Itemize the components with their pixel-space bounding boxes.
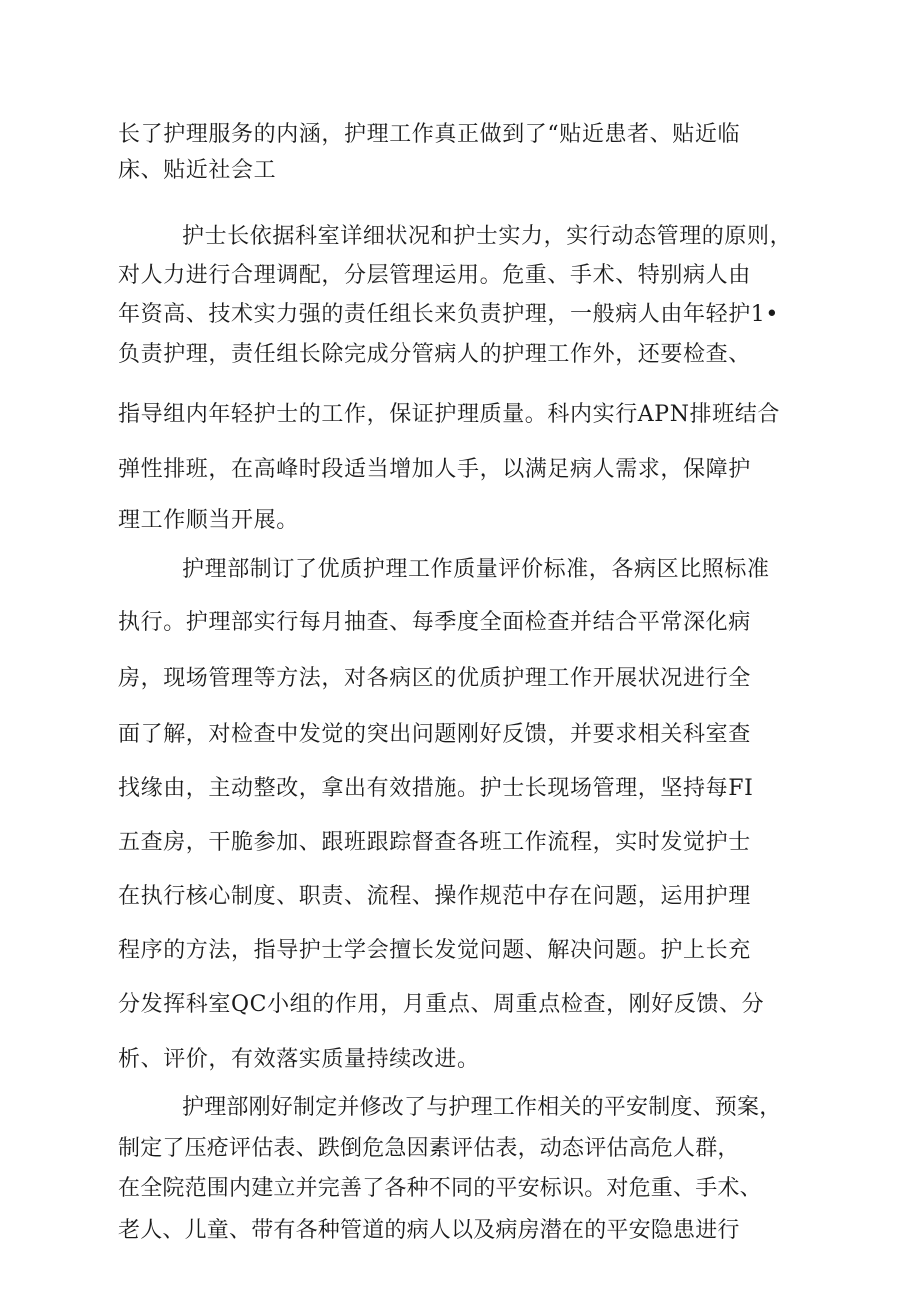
text-line: 老人、儿童、带有各种管道的病人以及病房潜在的平安隐患进行: [118, 1218, 740, 1243]
text-line: 年资高、技术实力强的责任组长来负责护理，一般病人由年轻护1•: [118, 302, 779, 327]
text-line: 在全院范围内建立并完善了各种不同的平安标识。对危重、手术、: [118, 1176, 762, 1201]
text-line: 在执行核心制度、职责、流程、操作规范中存在问题，运用护理: [118, 884, 751, 909]
text-line: 找缘由，主动整改，拿出有效措施。护士长现场管理，坚持每FI: [118, 776, 754, 801]
text-line: 房，现场管理等方法，对各病区的优质护理工作开展状况进行全: [118, 666, 751, 691]
text-line: 五查房，干脆参加、跟班跟踪督查各班工作流程，实时发觉护士: [118, 830, 751, 855]
text-line: 弹性排班，在高峰时段适当增加人手，以满足病人需求，保障护: [118, 457, 751, 482]
text-line: 析、评价，有效落实质量持续改进。: [118, 1047, 480, 1072]
text-line: 面了解，对检查中发觉的突出问题刚好反馈，并要求相关科室查: [118, 722, 751, 747]
text-line: 负责护理，责任组长除完成分管病人的护理工作外，还要检查、: [118, 342, 751, 367]
text-line: 护士长依据科室详细状况和护士实力，实行动态管理的原则，: [182, 224, 793, 249]
text-line: 对人力进行合理调配，分层管理运用。危重、手术、特别病人由: [118, 263, 751, 288]
text-line: 程序的方法，指导护士学会擅长发觉问题、解决问题。护上长充: [118, 938, 751, 963]
text-line: 床、贴近社会工: [118, 158, 277, 183]
text-line: 分发挥科室QC小组的作用，月重点、周重点检查，刚好反馈、分: [118, 992, 765, 1017]
text-line: 指导组内年轻护士的工作，保证护理质量。科内实行APN排班结合: [118, 402, 780, 427]
text-line: 理工作顺当开展。: [118, 508, 299, 533]
text-line: 护理部制订了优质护理工作质量评价标准，各病区比照标准: [182, 557, 770, 582]
text-line: 执行。护理部实行每月抽查、每季度全面检查并结合平常深化病: [118, 610, 751, 635]
text-line: 制定了压疮评估表、跌倒危急因素评估表，动态评估高危人群，: [118, 1136, 740, 1161]
text-line: 长了护理服务的内涵，护理工作真正做到了“贴近患者、贴近临: [118, 122, 741, 147]
text-line: 护理部刚好制定并修改了与护理工作相关的平安制度、预案，: [182, 1095, 782, 1120]
